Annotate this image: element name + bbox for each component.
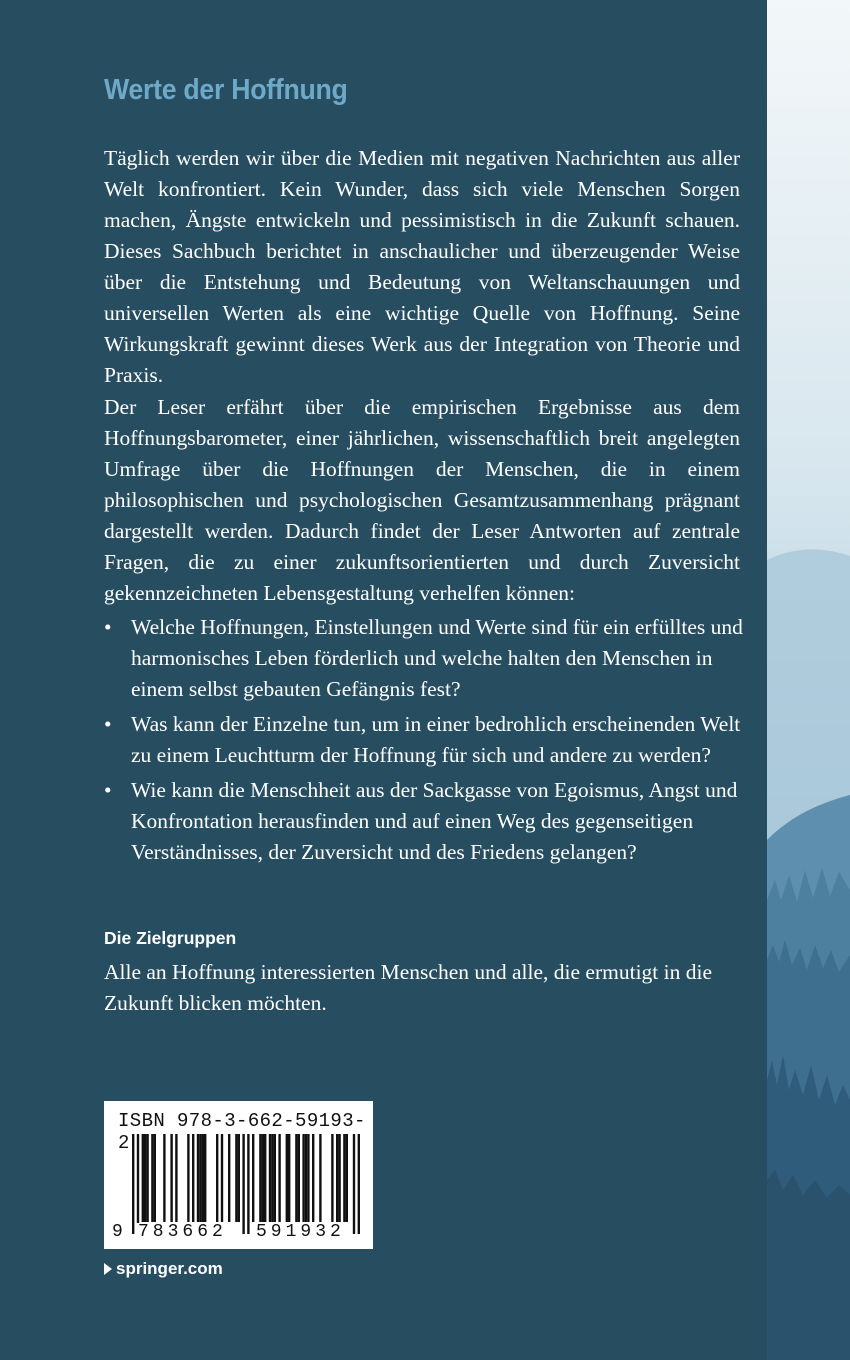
target-group-text: Alle an Hoffnung interessierten Menschen und alle, die ermutigt in die Zukunft blicken möchten. xyxy=(104,960,713,1015)
barcode-bar xyxy=(336,1134,338,1222)
barcode-bar xyxy=(312,1134,314,1222)
barcode-bar xyxy=(154,1134,156,1222)
barcode-bar xyxy=(343,1134,345,1222)
list-item xyxy=(104,612,744,705)
barcode-digits-right: 591932 xyxy=(256,1222,345,1242)
barcode-bar xyxy=(137,1134,139,1234)
target-group-heading: Die Zielgruppen xyxy=(104,928,237,948)
list-item-text: Welche Hoffnungen, Einstellungen und Werte sind für ein erfülltes und harmonisches Leben förderlich und welche halten den Menschen in einem selbst gebauten Gefängnis fest? xyxy=(131,615,743,701)
barcode-bar xyxy=(302,1134,304,1222)
barcode-bar xyxy=(252,1134,254,1222)
barcode-bar xyxy=(216,1134,218,1222)
barcode-bar xyxy=(197,1134,199,1222)
barcode-bar xyxy=(144,1134,146,1222)
bullet-icon: • xyxy=(104,615,112,639)
list-item-text: Wie kann die Menschheit aus der Sackgasse von Egoismus, Angst und Konfrontation herausfinden und auf einen Weg des gegenseitigen Verständnisses, der Zuversicht und des Friedens gelangen? xyxy=(131,778,738,864)
isbn-barcode xyxy=(104,1101,373,1249)
barcode-digits-left: 783662 xyxy=(138,1222,227,1242)
barcode-bar xyxy=(286,1134,288,1222)
barcode-bar xyxy=(358,1134,360,1234)
publisher-link[interactable] xyxy=(104,1259,223,1279)
barcode-bar xyxy=(228,1134,230,1222)
barcode-bar xyxy=(187,1134,189,1222)
list-item xyxy=(104,709,744,771)
barcode-bar xyxy=(221,1134,223,1222)
arrow-right-icon xyxy=(104,1263,112,1275)
barcode-bar xyxy=(235,1134,237,1222)
barcode-bar xyxy=(238,1134,240,1222)
barcode-bar xyxy=(319,1134,321,1222)
barcode-bar xyxy=(142,1134,144,1222)
barcode-bar xyxy=(146,1134,148,1222)
barcode-bar xyxy=(346,1134,348,1222)
barcode-bar xyxy=(305,1134,307,1222)
publisher-link-text: springer.com xyxy=(116,1259,223,1278)
isbn-label: ISBN 978-3-662-59193-2 xyxy=(118,1110,366,1154)
barcode-bar xyxy=(288,1134,290,1222)
barcode-bar xyxy=(202,1134,204,1222)
barcode-bar xyxy=(242,1134,244,1234)
barcode-bar xyxy=(204,1134,206,1222)
barcode-bar xyxy=(298,1134,300,1222)
barcode-bar xyxy=(175,1134,177,1222)
barcode-bar xyxy=(331,1134,333,1222)
misty-forest-illustration xyxy=(767,0,850,1360)
barcode-bar xyxy=(163,1134,165,1222)
barcode-bar xyxy=(264,1134,266,1222)
barcode-bar xyxy=(259,1134,261,1222)
barcode-bar xyxy=(271,1134,273,1222)
barcode-bar xyxy=(353,1134,355,1234)
barcode-bar xyxy=(278,1134,280,1222)
description-paragraph-1: Täglich werden wir über die Medien mit negativen Nachrichten aus aller Welt konfrontiert. Kein Wunder, dass sich viele Menschen Sorgen machen, Ängste entwickeln und pessimistisch in die Zukunft schauen. Dieses Sachbuch berichtet in anschaulicher und überzeugender Weise über die Entstehung und Bedeutung von Weltanschauungen und universellen Werten als eine wichtige Quelle von Hoffnung. Seine Wirkungskraft gewinnt dieses Werk aus der Integration von Theorie und Praxis. xyxy=(104,146,740,387)
question-list xyxy=(104,612,744,872)
barcode-bar xyxy=(295,1134,297,1222)
barcode-bar xyxy=(151,1134,153,1222)
barcode-bar xyxy=(170,1134,172,1222)
barcode-digit-first: 9 xyxy=(112,1222,123,1242)
barcode-bar xyxy=(192,1134,194,1222)
barcode-bar xyxy=(262,1134,264,1222)
barcode-bar xyxy=(274,1134,276,1222)
list-item-text: Was kann der Einzelne tun, um in einer bedrohlich erscheinenden Welt zu einem Leuchtturm der Hoffnung für sich und andere zu werden? xyxy=(131,712,741,767)
landscape-image-strip xyxy=(767,0,850,1360)
barcode-bar xyxy=(269,1134,271,1222)
barcode-bar xyxy=(247,1134,249,1234)
description-paragraph-2: Der Leser erfährt über die empirischen Ergebnisse aus dem Hoffnungsbarometer, einer jährlichen, wissenschaftlich breit angelegten Umfrage über die Hoffnungen der Menschen, die in einem philosophischen und psychologischen Gesamtzusammenhang prägnant dargestellt werden. Dadurch findet der Leser Antworten auf zentrale Fragen, die zu einer zukunftsorientierten und durch Zuversicht gekennzeichneten Lebensgestaltung verhelfen können: xyxy=(104,395,740,605)
barcode-bar xyxy=(307,1134,309,1222)
bullet-icon: • xyxy=(104,778,112,802)
barcode-bar xyxy=(132,1134,134,1234)
list-item xyxy=(104,775,744,868)
barcode-bar xyxy=(199,1134,201,1222)
barcode-bar xyxy=(338,1134,340,1222)
bullet-icon: • xyxy=(104,712,112,736)
book-title: Werte der Hoffnung xyxy=(104,74,348,106)
